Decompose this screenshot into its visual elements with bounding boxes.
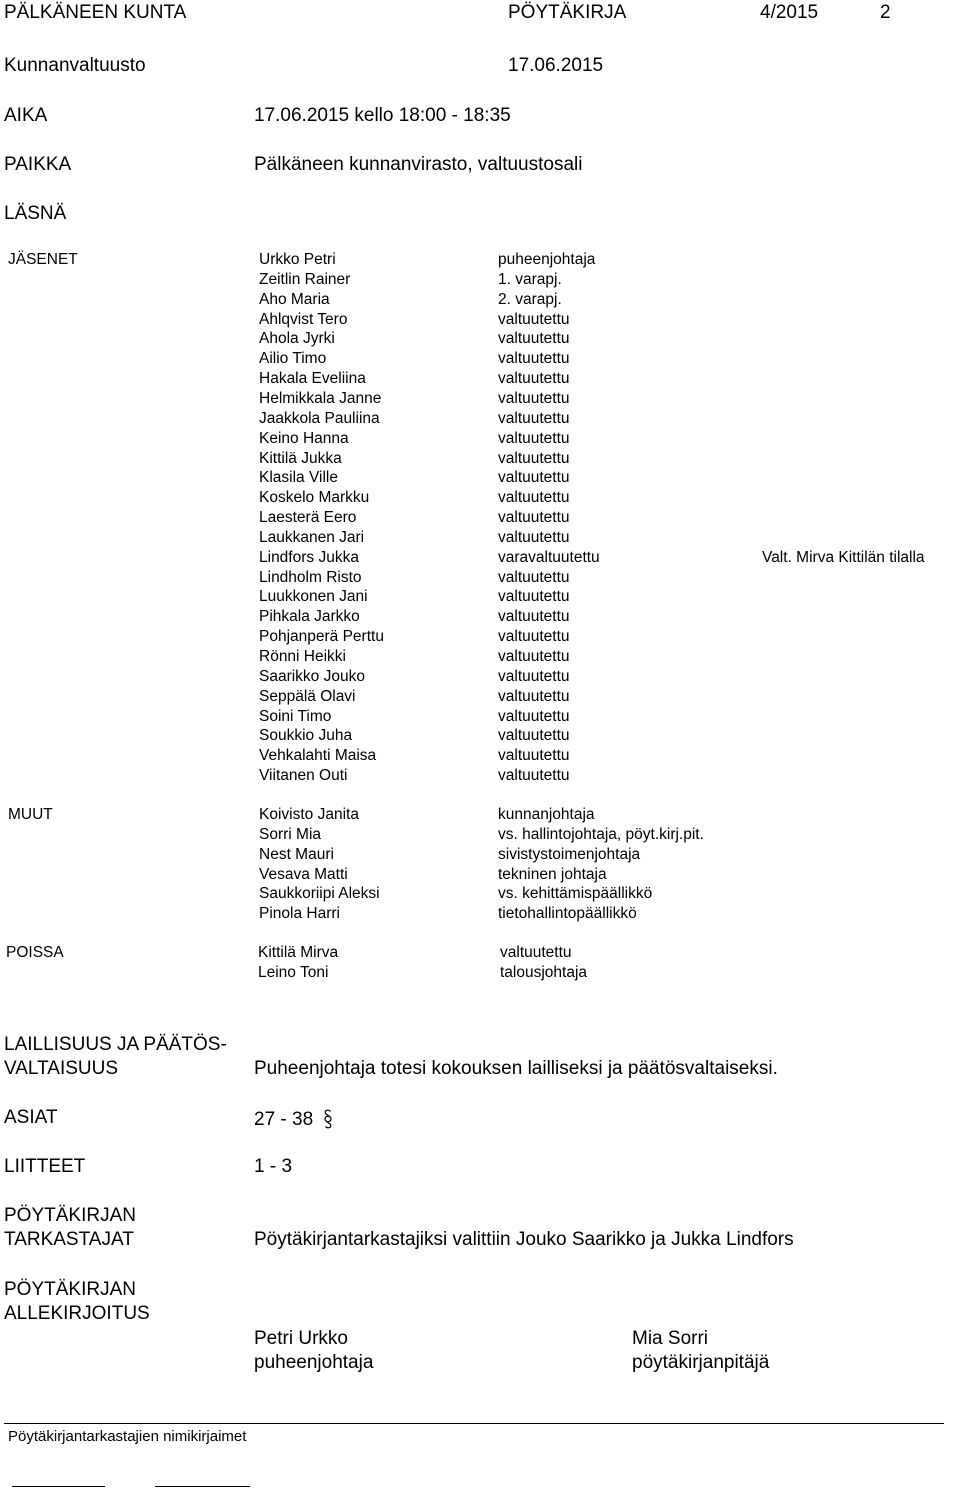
person-role: valtuutettu bbox=[498, 350, 570, 368]
person-role: valtuutettu bbox=[498, 608, 570, 626]
substitute-note: Valt. Mirva Kittilän tilalla bbox=[762, 549, 925, 566]
aika-value: 17.06.2015 kello 18:00 - 18:35 bbox=[254, 105, 511, 126]
person-role: valtuutettu bbox=[498, 429, 570, 447]
person-name: Kittilä Jukka bbox=[259, 449, 342, 467]
person-role: valtuutettu bbox=[498, 330, 570, 348]
person-role: valtuutettu bbox=[498, 409, 570, 427]
person-name: Rönni Heikki bbox=[259, 648, 347, 665]
person-role: valtuutettu bbox=[498, 469, 570, 487]
person-role: valtuutettu bbox=[498, 687, 570, 705]
person-name: Laukkanen Jari bbox=[259, 528, 365, 546]
signer-title: pöytäkirjanpitäjä bbox=[632, 1352, 770, 1373]
person-role: valtuutettu bbox=[498, 648, 570, 665]
person-name: Lindholm Risto bbox=[259, 568, 362, 586]
poissa-label: POISSA bbox=[6, 944, 64, 961]
tarkastajat-value: Pöytäkirjantarkastajiksi valittiin Jouko Saarikko ja Jukka Lindfors bbox=[254, 1229, 794, 1250]
signer-title: puheenjohtaja bbox=[254, 1352, 374, 1373]
person-role: valtuutettu bbox=[498, 310, 570, 328]
footer-divider bbox=[4, 1423, 944, 1424]
asiat-range: 27 - 38 bbox=[254, 1109, 314, 1130]
laillisuus-value: Puheenjohtaja totesi kokouksen lailliseksi ja päätösvaltaiseksi. bbox=[254, 1058, 778, 1079]
person-name: Sorri Mia bbox=[259, 825, 322, 843]
person-name: Hakala Eveliina bbox=[259, 370, 366, 388]
header-date: 17.06.2015 bbox=[508, 55, 604, 76]
person-name: Klasila Ville bbox=[259, 469, 338, 487]
aika-label: AIKA bbox=[4, 105, 48, 126]
municipality-name: PÄLKÄNEEN KUNTA bbox=[4, 2, 187, 23]
person-name: Leino Toni bbox=[258, 963, 329, 981]
person-role: valtuutettu bbox=[500, 944, 572, 961]
jasenet-label: JÄSENET bbox=[8, 251, 78, 268]
person-name: Vehkalahti Maisa bbox=[259, 747, 377, 765]
tarkastajat-label-line2: TARKASTAJAT bbox=[4, 1229, 134, 1250]
section-sign-icon bbox=[322, 1107, 334, 1131]
person-role: varavaltuutettu bbox=[498, 548, 600, 566]
page-number: 2 bbox=[880, 2, 891, 23]
person-name: Jaakkola Pauliina bbox=[259, 409, 380, 427]
laillisuus-label-line1: LAILLISUUS JA PÄÄTÖS- bbox=[4, 1034, 227, 1055]
allekirjoitus-label-line2: ALLEKIRJOITUS bbox=[4, 1303, 150, 1324]
person-name: Keino Hanna bbox=[259, 429, 349, 447]
person-name: Luukkonen Jani bbox=[259, 588, 368, 606]
person-role: valtuutettu bbox=[498, 509, 570, 527]
asiat-label: ASIAT bbox=[4, 1107, 58, 1128]
doc-number: 4/2015 bbox=[760, 2, 819, 23]
liitteet-label: LIITTEET bbox=[4, 1156, 86, 1177]
initials-line bbox=[155, 1486, 250, 1487]
person-name: Ahola Jyrki bbox=[259, 330, 335, 348]
person-name: Saarikko Jouko bbox=[259, 667, 365, 685]
person-role: valtuutettu bbox=[498, 568, 570, 586]
person-name: Soukkio Juha bbox=[259, 727, 353, 745]
signer-name: Petri Urkko bbox=[254, 1328, 348, 1349]
person-name: Ailio Timo bbox=[259, 350, 327, 368]
person-name: Saukkoriipi Aleksi bbox=[259, 885, 380, 903]
person-name: Koivisto Janita bbox=[259, 806, 359, 823]
person-name: Nest Mauri bbox=[259, 845, 334, 863]
person-role: valtuutettu bbox=[498, 628, 570, 646]
doc-type: PÖYTÄKIRJA bbox=[508, 2, 627, 23]
person-role: valtuutettu bbox=[498, 370, 570, 388]
person-role: valtuutettu bbox=[498, 528, 570, 546]
person-name: Seppälä Olavi bbox=[259, 687, 356, 705]
person-role: valtuutettu bbox=[498, 727, 570, 745]
laillisuus-label-line2: VALTAISUUS bbox=[4, 1058, 119, 1079]
person-name: Kittilä Mirva bbox=[258, 944, 339, 961]
person-name: Helmikkala Janne bbox=[259, 389, 382, 407]
person-role: valtuutettu bbox=[498, 489, 570, 507]
person-name: Pinola Harri bbox=[259, 905, 340, 923]
person-role: talousjohtaja bbox=[500, 963, 588, 981]
person-name: Vesava Matti bbox=[259, 865, 348, 883]
paikka-label: PAIKKA bbox=[4, 154, 72, 175]
person-role: vs. hallintojohtaja, pöyt.kirj.pit. bbox=[498, 825, 704, 843]
person-role: valtuutettu bbox=[498, 767, 570, 785]
paikka-value: Pälkäneen kunnanvirasto, valtuustosali bbox=[254, 154, 583, 175]
person-name: Pohjanperä Perttu bbox=[259, 628, 384, 646]
muut-label: MUUT bbox=[8, 806, 53, 823]
person-name: Laesterä Eero bbox=[259, 509, 357, 527]
person-role: sivistystoimenjohtaja bbox=[498, 845, 641, 863]
person-role: 1. varapj. bbox=[498, 270, 562, 288]
footer-label: Pöytäkirjantarkastajien nimikirjaimet bbox=[8, 1428, 247, 1445]
signer-name: Mia Sorri bbox=[632, 1328, 709, 1349]
person-name: Soini Timo bbox=[259, 707, 332, 725]
person-role: valtuutettu bbox=[498, 667, 570, 685]
person-role: valtuutettu bbox=[498, 707, 570, 725]
person-name: Koskelo Markku bbox=[259, 489, 370, 507]
person-role: valtuutettu bbox=[498, 449, 570, 467]
person-name: Pihkala Jarkko bbox=[259, 608, 360, 626]
asiat-value bbox=[254, 1107, 334, 1131]
person-role: tietohallintopäällikkö bbox=[498, 905, 637, 923]
person-role: valtuutettu bbox=[498, 588, 570, 606]
liitteet-value: 1 - 3 bbox=[254, 1156, 293, 1177]
person-name: Zeitlin Rainer bbox=[259, 270, 351, 288]
person-name: Viitanen Outi bbox=[259, 767, 348, 785]
initials-line bbox=[12, 1486, 105, 1487]
person-role: valtuutettu bbox=[498, 389, 570, 407]
body-name: Kunnanvaltuusto bbox=[4, 55, 146, 76]
allekirjoitus-label-line1: PÖYTÄKIRJAN bbox=[4, 1279, 136, 1300]
tarkastajat-label-line1: PÖYTÄKIRJAN bbox=[4, 1205, 136, 1226]
lasna-label: LÄSNÄ bbox=[4, 203, 67, 224]
person-name: Aho Maria bbox=[259, 290, 330, 308]
person-name: Urkko Petri bbox=[259, 251, 336, 268]
person-name: Ahlqvist Tero bbox=[259, 310, 348, 328]
person-role: vs. kehittämispäällikkö bbox=[498, 885, 653, 903]
person-name: Lindfors Jukka bbox=[259, 548, 359, 566]
person-role: puheenjohtaja bbox=[498, 251, 596, 268]
person-role: valtuutettu bbox=[498, 747, 570, 765]
person-role: 2. varapj. bbox=[498, 290, 562, 308]
person-role: kunnanjohtaja bbox=[498, 806, 595, 823]
person-role: tekninen johtaja bbox=[498, 865, 607, 883]
